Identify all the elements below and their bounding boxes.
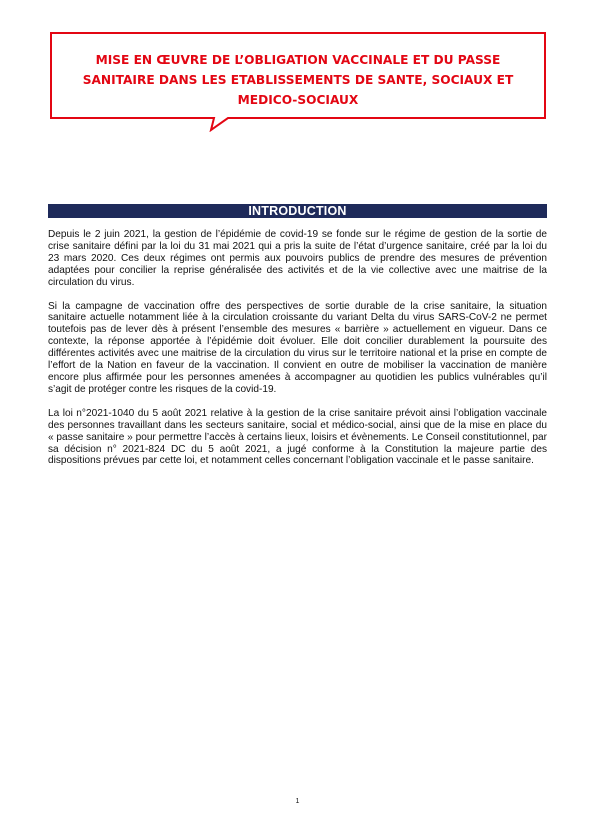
title-line: MEDICO-SOCIAUX	[237, 93, 359, 107]
section-heading: INTRODUCTION	[48, 204, 547, 218]
paragraph: Depuis le 2 juin 2021, la gestion de l’épidémie de covid-19 se fonde sur le régime de gestion de la sortie de crise sanitaire défini par la loi du 31 mai 2021 qui a pris la suite de l’état d’urgence sanitaire, créé par la loi du 23 mars 2020. Ces deux régimes ont permis aux pouvoirs publics de prendre des mesures de prévention adaptées pour concilier la reprise généralisée des activités et de la vie collective avec une maitrise de la circulation du virus.	[48, 229, 547, 288]
document-title	[50, 50, 546, 110]
body-text	[48, 229, 547, 479]
page-number: 1	[295, 798, 300, 805]
title-line: MISE EN ŒUVRE DE L’OBLIGATION VACCINALE ET DU PASSE	[95, 53, 501, 67]
title-frame	[50, 32, 546, 132]
title-line: SANITAIRE DANS LES ETABLISSEMENTS DE SANTE, SOCIAUX ET	[82, 73, 514, 87]
paragraph: La loi n°2021-1040 du 5 août 2021 relative à la gestion de la crise sanitaire prévoit ainsi l’obligation vaccinale des personnes travaillant dans les secteurs sanitaire, social et médico-social, ainsi que de la mise en place du « passe sanitaire » pour permettre l’accès à certains lieux, loisirs et évènements. Le Conseil constitutionnel, par sa décision n° 2021-824 DC du 5 août 2021, a jugé conforme à la Constitution la majeure partie des dispositions prévues par cette loi, et notamment celles concernant l’obligation vaccinale et le passe sanitaire.	[48, 407, 547, 467]
paragraph: Si la campagne de vaccination offre des perspectives de sortie durable de la crise sanitaire, la situation sanitaire actuelle notamment liée à la circulation croissante du variant Delta du virus SARS-CoV-2 ne permet toutefois pas de lever dès à présent l’ensemble des mesures « barrière » actuellement en vigueur. Dans ce contexte, la réponse apportée à l’épidémie doit évoluer. Elle doit concilier durablement la poursuite des différentes activités avec une maitrise de la circulation du virus sur le territoire national et la prise en compte de l’effort de la Nation en faveur de la vaccination. Il convient en outre de mobiliser la vaccination de manière encore plus affirmée pour les personnes amenées à accompagner au quotidien les publics vulnérables qu’il s’agit de protéger contre les risques de la covid-19.	[48, 300, 547, 395]
